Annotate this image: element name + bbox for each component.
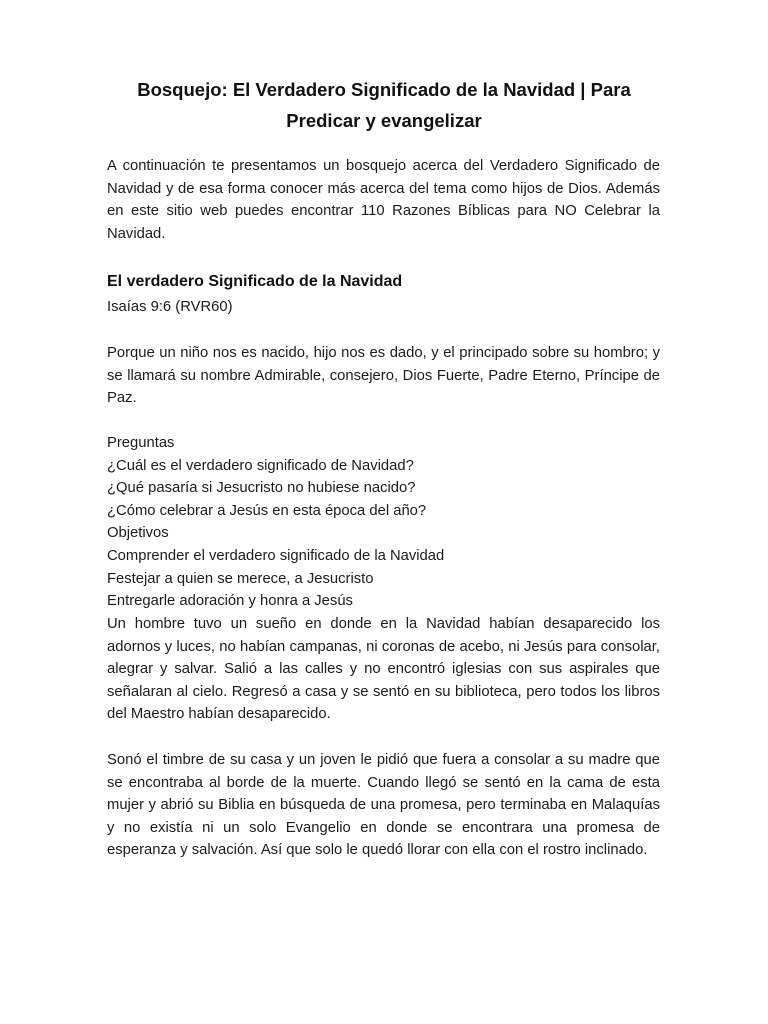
list-item: ¿Qué pasaría si Jesucristo no hubiese nacido? [107, 480, 416, 497]
list-item: ¿Cómo celebrar a Jesús en esta época del año? [107, 502, 427, 519]
scripture-reference: Isaías 9:6 (RVR60) [107, 299, 233, 315]
intro-paragraph: A continuación te presentamos un bosquejo acerca del Verdadero Significado de Navidad y de esa forma conocer más acerca del tema como hijos de Dios. Además en este sitio web puedes encontrar 110 Razones Bíblicas para NO Celebrar la Navidad. [107, 158, 660, 242]
list-item: Entregarle adoración y honra a Jesús [107, 593, 353, 610]
section-heading: El verdadero Significado de la Navidad [107, 273, 403, 290]
list-item: Festejar a quien se merece, a Jesucristo [107, 570, 374, 587]
list-heading-questions: Preguntas [107, 435, 175, 451]
story-paragraph-2: Sonó el timbre de su casa y un joven le pidió que fuera a consolar a su madre que se encontraba al borde de la muerte. Cuando llegó se sentó en la cama de esta mujer y abrió su Biblia en búsqueda de una promesa, pero terminaba en Malaquías y no existía ni un solo Evangelio en donde se encontrara una promesa de esperanza y salvación. Así que solo le quedó llorar con ella con el rostro inclinado. [107, 752, 660, 859]
document-title: Bosquejo: El Verdadero Significado de la Navidad | Para Predicar y evangelizar [137, 79, 631, 131]
story-paragraph-1: Un hombre tuvo un sueño en donde en la Navidad habían desaparecido los adornos y luces, no habían campanas, ni coronas de acebo, ni Jesús para consolar, alegrar y salvar. Salió a las calles y no encontró iglesias con sus aspirales que señalaran al cielo. Regresó a casa y se sentó en su biblioteca, pero todos los libros del Maestro habían desaparecido. [107, 616, 660, 723]
scripture-verse: Porque un niño nos es nacido, hijo nos es dado, y el principado sobre su hombro; y se llamará su nombre Admirable, consejero, Dios Fuerte, Padre Eterno, Príncipe de Paz. [107, 345, 660, 407]
questions-objectives-list [107, 432, 660, 613]
list-item: ¿Cuál es el verdadero significado de Navidad? [107, 457, 414, 474]
list-item: Comprender el verdadero significado de la Navidad [107, 547, 445, 564]
list-heading-objectives: Objetivos [107, 525, 169, 542]
